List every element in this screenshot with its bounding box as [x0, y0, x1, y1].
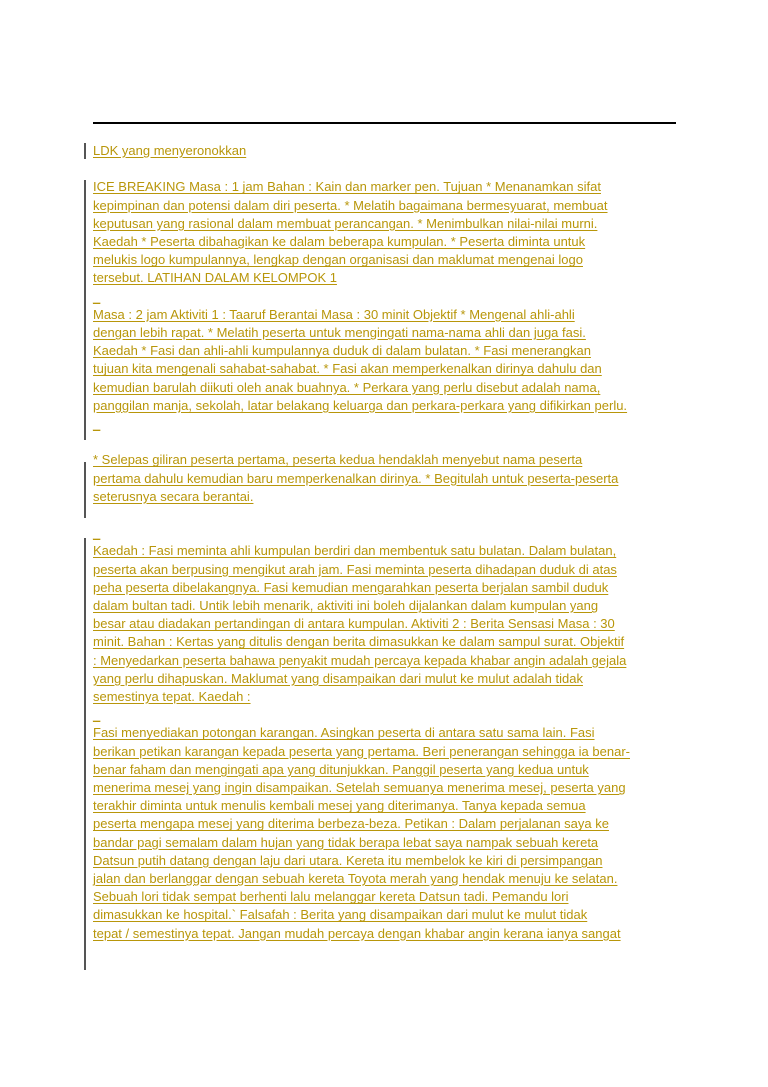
text-line[interactable]: yang perlu dihapuskan. Maklumat yang disampaikan dari mulut ke mulut adalah tidak — [93, 670, 583, 686]
text-line[interactable]: dalam bultan tadi. Untik lebih menarik, aktiviti ini boleh dijalankan dalam kumpulan yang — [93, 598, 599, 614]
text-line[interactable]: Datsun putih datang dengan laju dari utara. Kereta itu membelok ke kiri di persimpangan — [93, 852, 603, 868]
text-line[interactable]: melukis logo kumpulannya, lengkap dengan organisasi dan maklumat mengenai logo — [93, 252, 583, 268]
text-line[interactable]: peha peserta dibelakangnya. Fasi kemudian mengarahkan peserta berjalan sambil duduk — [93, 579, 609, 595]
text-line[interactable]: _ — [93, 707, 101, 723]
text-line[interactable]: Kaedah : Fasi meminta ahli kumpulan berdiri dan membentuk satu bulatan. Dalam bulatan, — [93, 543, 617, 559]
text-line[interactable]: * Selepas giliran peserta pertama, peserta kedua hendaklah menyebut nama peserta — [93, 452, 583, 468]
text-line[interactable]: Fasi menyediakan potongan karangan. Asingkan peserta di antara satu sama lain. Fasi — [93, 725, 595, 741]
text-line[interactable]: peserta mengapa mesej yang diterima berbeza-beza. Petikan : Dalam perjalanan saya ke — [93, 816, 609, 832]
change-bar — [84, 143, 86, 159]
text-line[interactable]: tersebut. LATIHAN DALAM KELOMPOK 1 — [93, 270, 337, 286]
text-line[interactable]: keputusan yang rasional dalam membuat perancangan. * Menimbulkan nilai-nilai murni. — [93, 215, 598, 231]
text-line[interactable]: peserta akan berpusing mengikut arah jam. Fasi meminta peserta dihadapan duduk di atas — [93, 561, 617, 577]
paragraph — [93, 178, 683, 433]
text-line[interactable]: jalan dan berlanggar dengan sebuah kereta Toyota merah yang hendak menuju ke selatan. — [93, 871, 618, 887]
text-line[interactable]: panggilan manja, sekolah, latar belakang keluarga dan perkara-perkara yang difikirkan perlu. — [93, 397, 628, 413]
text-line[interactable]: seterusnya secara berantai. — [93, 488, 254, 504]
text-line[interactable]: tepat / semestinya tepat. Jangan mudah percaya dengan khabar angin kerana ianya sangat — [93, 925, 621, 941]
text-line[interactable]: terakhir diminta untuk menulis kembali mesej yang diterimanya. Tanya kepada semua — [93, 798, 586, 814]
text-line[interactable]: : Menyedarkan peserta bahawa penyakit mudah percaya kepada khabar angin adalah gejala — [93, 652, 627, 668]
text-line[interactable]: dimasukkan ke hospital.` Falsafah : Berita yang disampaikan dari mulut ke mulut tidak — [93, 907, 588, 923]
text-line[interactable]: kemudian barulah diikuti oleh anak buahnya. * Perkara yang perlu disebut adalah nama, — [93, 379, 601, 395]
text-line[interactable]: bandar pagi semalam dalam hujan yang tidak berapa lebat saya nampak sebuah kereta — [93, 834, 599, 850]
text-line[interactable]: _ — [93, 288, 101, 304]
text-line[interactable]: _ — [93, 525, 101, 541]
text-line[interactable]: Kaedah * Peserta dibahagikan ke dalam beberapa kumpulan. * Peserta diminta untuk — [93, 234, 586, 249]
document-heading[interactable]: LDK yang menyeronokkan — [93, 143, 247, 158]
text-line[interactable]: tujuan kita mengenali sahabat-sahabat. * Fasi akan memperkenalkan dirinya dahulu dan — [93, 361, 602, 377]
header-rule — [93, 122, 676, 124]
text-line[interactable]: pertama dahulu kemudian baru memperkenalkan dirinya. * Begitulah untuk peserta-peserta — [93, 470, 619, 486]
text-line[interactable]: dengan lebih rapat. * Melatih peserta untuk mengingati nama-nama ahli dan juga fasi. — [93, 325, 586, 341]
paragraph — [93, 524, 683, 943]
text-line[interactable]: semestinya tepat. Kaedah : — [93, 689, 251, 705]
text-line[interactable]: Kaedah * Fasi dan ahli-ahli kumpulannya duduk di dalam bulatan. * Fasi menerangkan — [93, 343, 591, 359]
paragraph — [93, 451, 683, 506]
text-line[interactable]: _ — [93, 416, 101, 432]
text-line[interactable]: menerima mesej yang ingin disampaikan. Setelah semuanya menerima mesej, peserta yang — [93, 780, 626, 796]
change-bar — [84, 180, 86, 440]
change-bar — [84, 538, 86, 970]
text-line[interactable]: berikan petikan karangan kepada peserta yang pertama. Beri penerangan sehingga ia benar- — [93, 743, 630, 759]
change-bar — [84, 462, 86, 518]
text-line[interactable]: besar atau diadakan pertandingan di antara kumpulan. Aktiviti 2 : Berita Sensasi Masa : 30 — [93, 616, 615, 632]
text-line[interactable]: minit. Bahan : Kertas yang ditulis dengan berita dimasukkan ke dalam sampul surat. Objektif — [93, 634, 625, 650]
text-line[interactable]: ICE BREAKING Masa : 1 jam Bahan : Kain dan marker pen. Tujuan * Menanamkan sifat — [93, 179, 601, 195]
text-line[interactable]: Sebuah lori tidak sempat berhenti lalu melanggar kereta Datsun tadi. Pemandu lori — [93, 889, 569, 905]
text-line[interactable]: Masa : 2 jam Aktiviti 1 : Taaruf Berantai Masa : 30 minit Objektif * Mengenal ahli-ahli — [93, 306, 575, 322]
text-line[interactable]: benar faham dan mengingati apa yang ditunjukkan. Panggil peserta yang kedua untuk — [93, 761, 589, 777]
document-body — [93, 142, 683, 943]
text-line[interactable]: kepimpinan dan potensi dalam diri peserta. * Melatih bagaimana bermesyuarat, membuat — [93, 197, 608, 213]
